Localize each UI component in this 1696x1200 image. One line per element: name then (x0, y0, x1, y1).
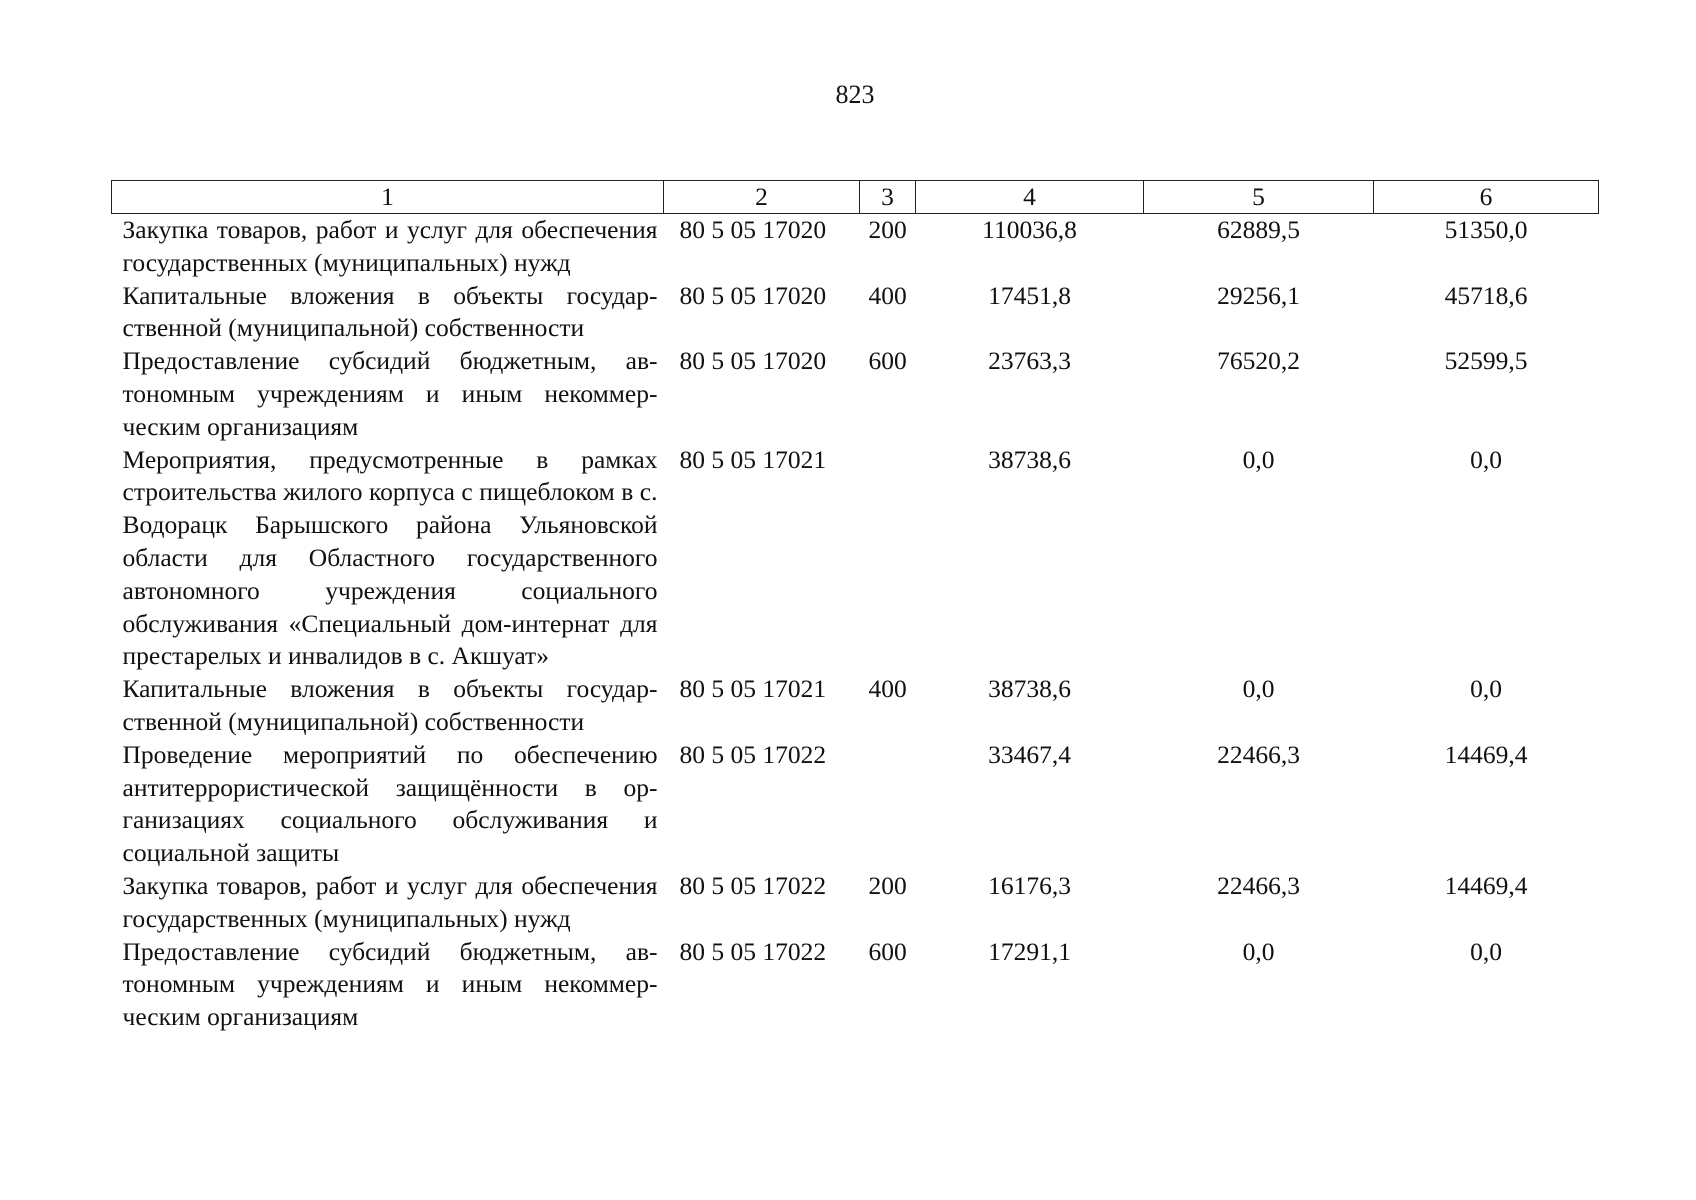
row-code: 80 5 05 17022 (679, 739, 827, 769)
row-code: 80 5 05 17020 (679, 346, 827, 376)
row-value-6: 52599,5 (1444, 346, 1528, 376)
table-row (112, 936, 1599, 1034)
row-code: 80 5 05 17021 (679, 674, 827, 704)
row-code: 80 5 05 17021 (679, 444, 827, 474)
row-type (860, 444, 916, 674)
row-value-5: 29256,1 (1217, 280, 1300, 310)
row-name: Капитальные вложения в объекты государственной (муниципальной) собственности (122, 280, 658, 343)
row-value-6: 0,0 (1470, 444, 1502, 474)
row-value-6: 0,0 (1470, 674, 1502, 704)
row-value-4: 16176,3 (988, 870, 1071, 900)
row-type: 200 (868, 215, 907, 244)
row-type: 600 (868, 936, 907, 966)
row-value-6: 14469,4 (1444, 870, 1528, 900)
row-value-5: 0,0 (1242, 444, 1275, 474)
row-type: 400 (868, 674, 907, 704)
row-name: Предоставление субсидий бюджетным, автономным учреждениям и иным некоммерческим организациям (122, 346, 658, 441)
row-name: Мероприятия, предусмотренные в рамках строительства жилого корпуса с пищеблоком в с. Водорацк Барышского района Ульяновской области для Областного государственного автономного учреждения социального обслуживания «Специальный дом-интернат для престарелых и инвалидов в с. Акшуат» (122, 444, 658, 671)
table-row (112, 345, 1599, 443)
row-value-5: 22466,3 (1217, 739, 1300, 769)
row-name: Проведение мероприятий по обеспечению антитеррористической защищённости в организациях социального обслуживания и социальной защиты (122, 739, 658, 868)
table-row (112, 280, 1599, 346)
row-value-4: 33467,4 (988, 739, 1071, 769)
row-name: Закупка товаров, работ и услуг для обеспечения государственных (муниципальных) нужд (122, 870, 658, 933)
row-code: 80 5 05 17020 (679, 280, 827, 310)
budget-table (111, 180, 1599, 1034)
table-row (112, 444, 1599, 674)
row-value-4: 38738,6 (988, 674, 1071, 704)
row-value-5: 76520,2 (1217, 346, 1300, 376)
table-body (112, 214, 1599, 1034)
row-value-6: 0,0 (1470, 936, 1502, 966)
row-code: 80 5 05 17022 (679, 870, 827, 900)
header-row (112, 181, 1599, 214)
row-name: Закупка товаров, работ и услуг для обеспечения государственных (муниципальных) нужд (122, 215, 658, 277)
row-type: 400 (868, 280, 907, 310)
row-value-5: 0,0 (1242, 936, 1275, 966)
row-value-4: 17451,8 (988, 280, 1071, 310)
column-header-3: 3 (860, 181, 916, 214)
row-value-6: 14469,4 (1444, 739, 1528, 769)
row-value-5: 0,0 (1242, 674, 1275, 704)
row-value-4: 110036,8 (982, 215, 1077, 244)
row-value-4: 23763,3 (988, 346, 1071, 376)
row-value-4: 38738,6 (988, 444, 1071, 474)
column-header-4: 4 (916, 181, 1144, 214)
table-header (112, 181, 1599, 214)
table-row (112, 673, 1599, 739)
row-code: 80 5 05 17022 (679, 936, 827, 966)
row-value-5: 22466,3 (1217, 870, 1300, 900)
row-value-6: 51350,0 (1444, 215, 1528, 244)
row-name: Капитальные вложения в объекты государственной (муниципальной) собственности (122, 674, 658, 736)
column-header-2: 2 (664, 181, 860, 214)
column-header-6: 6 (1374, 181, 1599, 214)
row-type: 600 (868, 346, 907, 376)
row-value-6: 45718,6 (1444, 280, 1528, 310)
row-value-4: 17291,1 (988, 936, 1071, 966)
column-header-5: 5 (1144, 181, 1374, 214)
table-row (112, 739, 1599, 870)
row-value-5: 62889,5 (1217, 215, 1300, 244)
row-type (860, 739, 916, 870)
column-header-1: 1 (112, 181, 664, 214)
row-code: 80 5 05 17020 (679, 215, 827, 244)
table-row (112, 870, 1599, 936)
page-number: 823 (835, 80, 875, 109)
table-row (112, 214, 1599, 280)
row-name: Предоставление субсидий бюджетным, автономным учреждениям и иным некоммерческим организациям (122, 936, 658, 1032)
row-type: 200 (868, 870, 907, 900)
